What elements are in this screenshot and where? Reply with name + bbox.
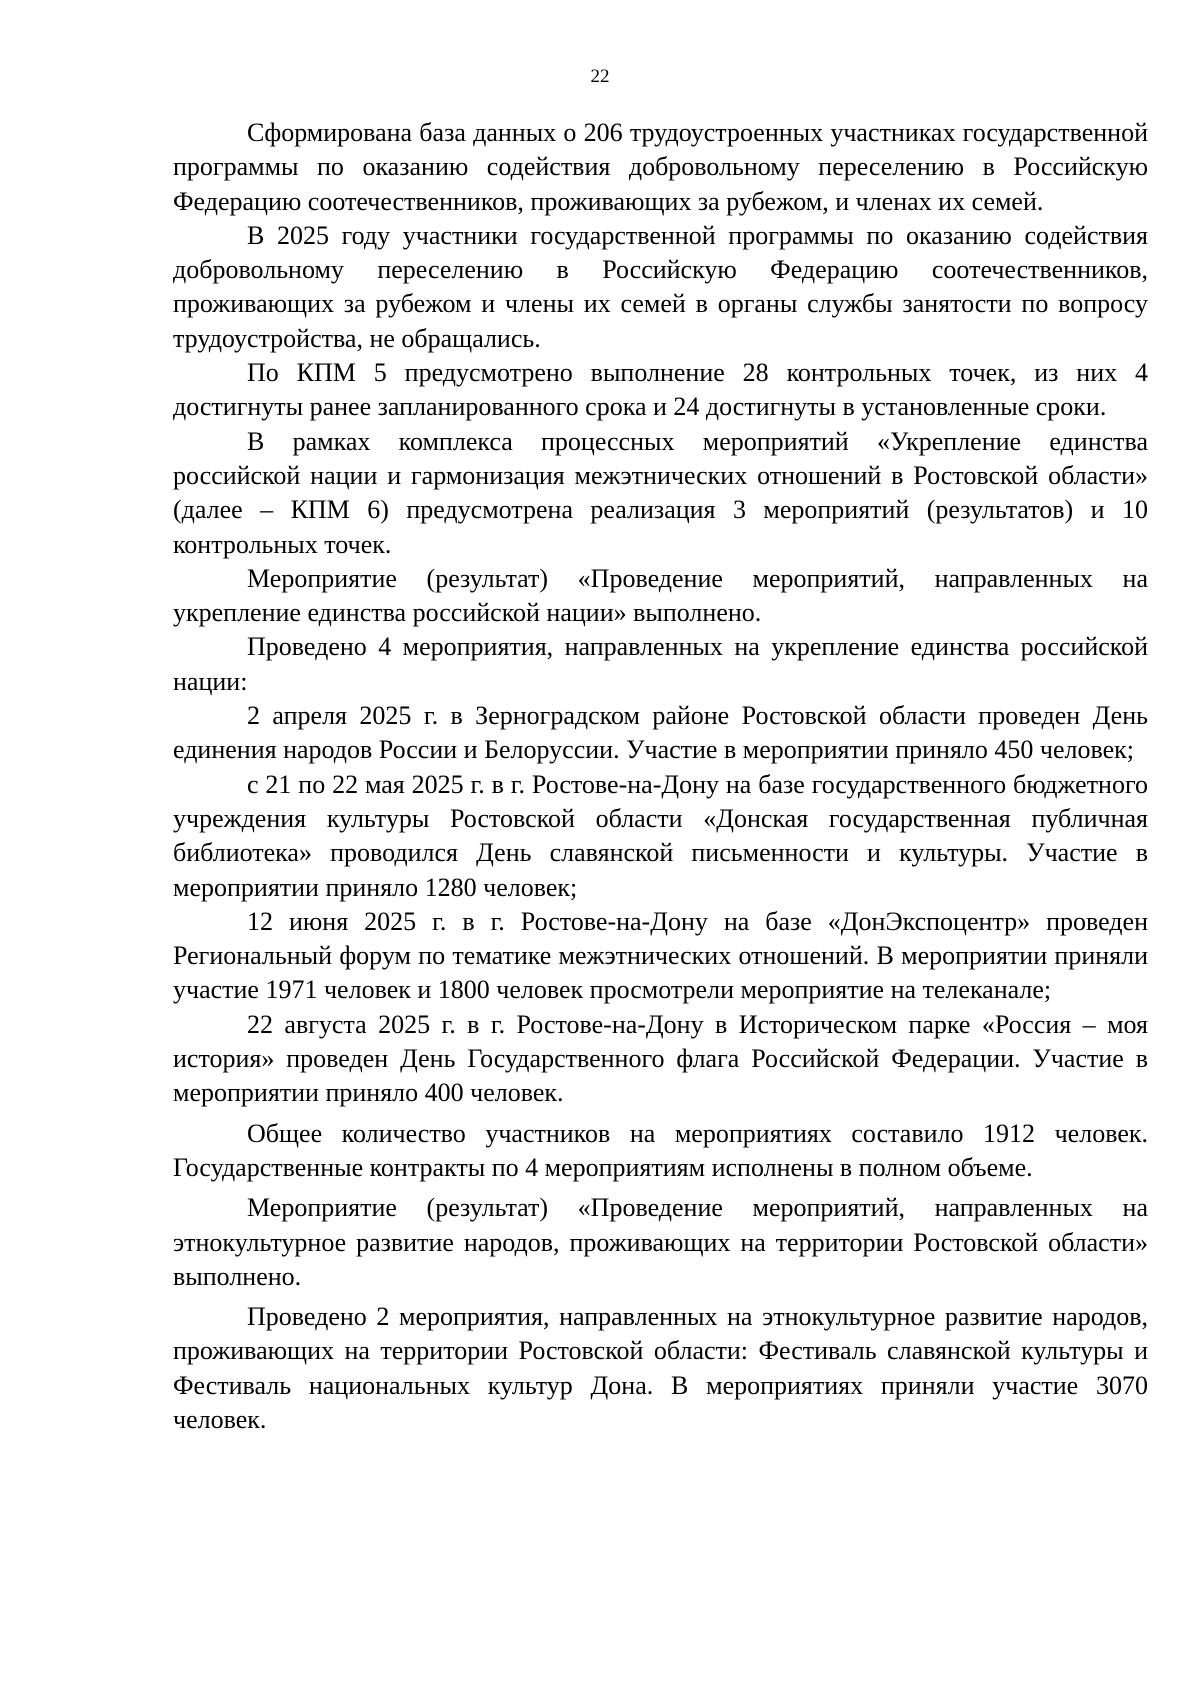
paragraph-event-may: с 21 по 22 мая 2025 г. в г. Ростове-на-Дону на базе государственного бюджетного учреждения культуры Ростовской области «Донская государственная публичная библиотека» проводился День славянской письменности и культуры. Участие в мероприятии приняло 1280 человек; <box>173 769 1148 902</box>
paragraph-event-august: 22 августа 2025 г. в г. Ростове-на-Дону в Историческом парке «Россия – моя история» проведен День Государственного флага Российской Федерации. Участие в мероприятии приняло 400 человек. <box>173 1009 1148 1108</box>
paragraph-ethnocultural-events: Проведено 2 мероприятия, направленных на этнокультурное развитие народов, проживающих на территории Ростовской области: Фестиваль славянской культуры и Фестиваль национальных культур Дона. В мероприятиях приняли участие 3070 человек. <box>173 1302 1148 1434</box>
page-number: 22 <box>590 66 610 87</box>
paragraph-total-participants: Общее количество участников на мероприятиях составило 1912 человек. Государственные контракты по 4 мероприятиям исполнены в полном объеме. <box>173 1118 1148 1182</box>
paragraph-kpm5-checkpoints: По КПМ 5 предусмотрено выполнение 28 контрольных точек, из них 4 достигнуты ранее запланированного срока и 24 достигнуты в установленные сроки. <box>173 358 1148 422</box>
paragraph-result-ethnocultural: Мероприятие (результат) «Проведение мероприятий, направленных на этнокультурное развитие народов, проживающих на территории Ростовской области» выполнено. <box>173 1193 1148 1291</box>
paragraph-unity-events-count: Проведено 4 мероприятия, направленных на укрепление единства российской нации: <box>173 632 1148 696</box>
paragraph-kpm6-intro: В рамках комплекса процессных мероприятий «Укрепление единства российской нации и гармонизация межэтнических отношений в Ростовской области» (далее – КПМ 6) предусмотрена реализация 3 мероприятий (результатов) и 10 контрольных точек. <box>173 426 1148 559</box>
paragraph-result-unity: Мероприятие (результат) «Проведение мероприятий, направленных на укрепление единства российской нации» выполнено. <box>173 563 1148 628</box>
document-body <box>173 116 1148 1437</box>
paragraph-program-participants: В 2025 году участники государственной программы по оказанию содействия добровольному переселению в Российскую Федерацию соотечественников, проживающих за рубежом и члены их семей в органы службы занятости по вопросу трудоустройства, не обращались. <box>173 220 1148 353</box>
paragraph-database: Сформирована база данных о 206 трудоустроенных участниках государственной программы по оказанию содействия добровольному переселению в Российскую Федерацию соотечественников, проживающих за рубежом, и членах их семей. <box>173 118 1148 216</box>
paragraph-event-april: 2 апреля 2025 г. в Зерноградском районе Ростовской области проведен День единения народов России и Белоруссии. Участие в мероприятии приняло 450 человек; <box>173 701 1148 765</box>
paragraph-event-june: 12 июня 2025 г. в г. Ростове-на-Дону на базе «ДонЭкспоцентр» проведен Региональный форум по тематике межэтнических отношений. В мероприятии приняли участие 1971 человек и 1800 человек просмотрели мероприятие на телеканале; <box>173 906 1148 1005</box>
